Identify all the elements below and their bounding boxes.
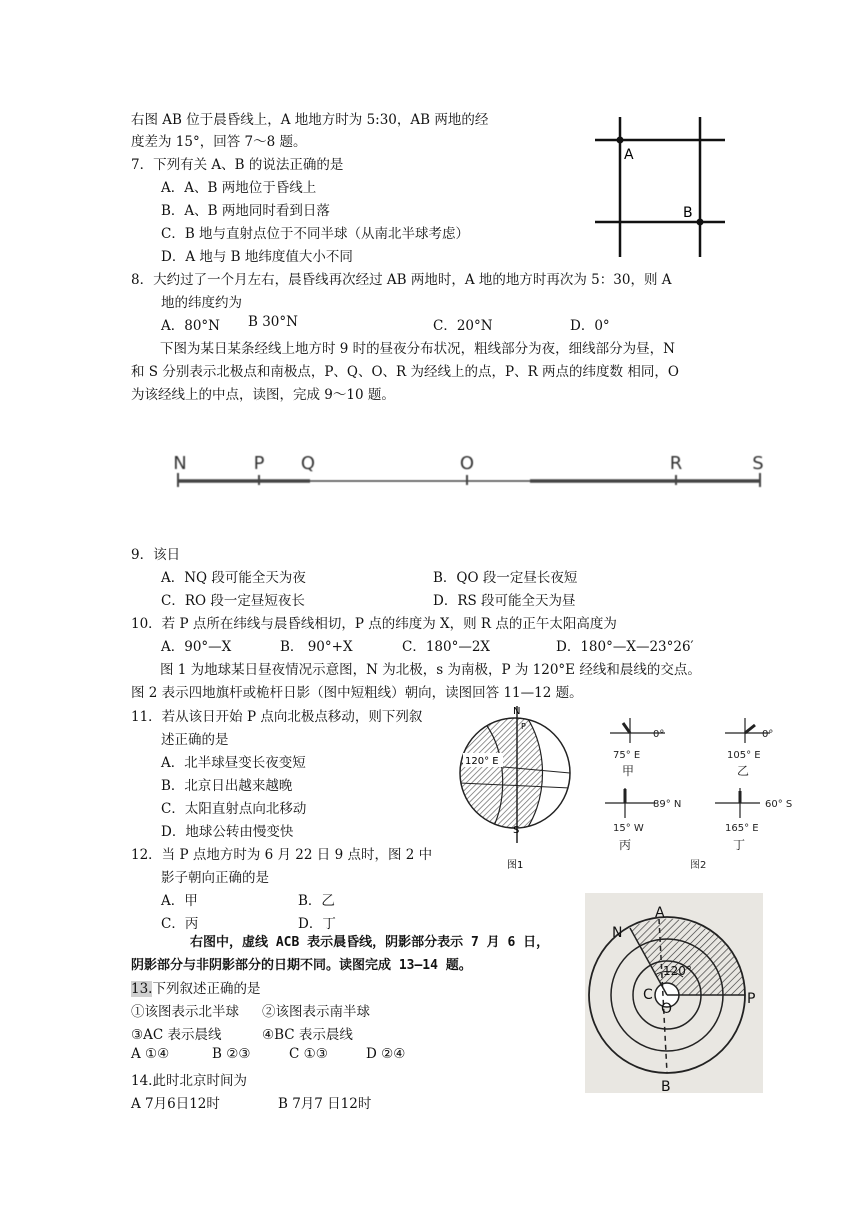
question-13-stem: 下列叙述正确的是 [152,981,261,997]
shadow-jia [623,723,630,733]
shadow-yi [745,725,755,733]
polar-label-p: P [747,991,756,1007]
question-7-option-d: D．A 地与 B 地纬度值大小不同 [161,249,353,265]
question-8-option-c: C．20°N [433,318,493,334]
intro-7-8-line1: 右图 AB 位于晨昏线上，A 地地方时为 5:30，AB 两地的经 [131,112,489,128]
meridian-label-o: O [459,453,475,474]
question-12-option-c: C．丙 [161,916,199,932]
question-10-option-b: B． 90°+X [280,639,353,655]
point-a-dot [617,137,624,144]
jia-name: 甲 [622,764,635,778]
question-13-statement-4: ④BC 表示晨线 [262,1027,353,1043]
meridian-day-night-diagram [170,445,770,495]
polar-label-a: A [655,905,665,921]
figure-1-globe [455,703,575,878]
question-13-statement-1: ①该图表示北半球 [131,1004,239,1020]
question-13-option-d: D ②④ [366,1046,406,1062]
question-9-option-d: D．RS 段可能全天为昼 [433,593,576,609]
question-12-option-b: B．乙 [298,893,335,909]
polar-label-n: N [612,925,623,941]
polar-label-b: B [661,1079,671,1095]
ding-name: 丁 [733,838,746,852]
intro-9-10-line2: 和 S 分别表示北极点和南极点，P、Q、O、R 为经线上的点，P、R 两点的纬度数 相同，O [131,364,679,380]
question-9-stem: 9．该日 [131,547,181,563]
yi-name: 乙 [737,764,750,778]
question-10-option-a: A．90°—X [161,639,232,655]
bing-longitude: 15° W [613,823,644,834]
question-12-stem-line1: 12．当 P 点地方时为 6 月 22 日 9 点时，图 2 中 [131,847,433,863]
question-8-stem-line2: 地的纬度约为 [161,295,242,311]
question-8-stem-line1: 8．大约过了一个月左右，晨昏线再次经过 AB 两地时，A 地的地方时再次为 5：30，则 A [131,272,672,288]
intro-13-14-line2: 阴影部分与非阴影部分的日期不同。读图完成 13—14 题。 [131,958,472,973]
jia-longitude: 75° E [613,750,641,761]
meridian-label-s: S [752,453,764,474]
question-9-option-b: B．QO 段一定昼长夜短 [433,570,578,586]
question-14-option-a: A 7月6日12时 [131,1096,220,1112]
question-7-stem: 7．下列有关 A、B 的说法正确的是 [131,157,344,173]
question-10-stem: 10．若 P 点所在纬线与晨昏线相切，P 点的纬度为 X，则 R 点的正午太阳高度为 [131,616,617,632]
meridian-label-r: R [669,453,683,474]
meridian-label-p: P [253,453,265,474]
question-12-option-a: A．甲 [161,893,198,909]
intro-11-12-line1: 图 1 为地球某日昼夜情况示意图，N 为北极，s 为南极，P 为 120°E 经线和晨线的交点。 [160,662,701,678]
ding-latitude: 60° S [765,799,793,810]
question-14-stem: 14.此时北京时间为 [131,1073,247,1089]
question-8-option-b: B 30°N [248,314,298,330]
polar-label-o: O [661,1001,673,1017]
question-13-option-b: B ②③ [212,1046,251,1062]
question-11-option-d: D．地球公转由慢变快 [161,824,294,840]
polar-label-c: C [643,987,653,1003]
question-13-statement-3: ③AC 表示晨线 [131,1027,222,1043]
point-p-label: P [521,722,526,731]
jia-latitude: 0° [653,729,665,740]
question-10-option-d: D．180°—X—23°26′ [556,639,694,655]
question-7-option-a: A．A、B 两地位于昏线上 [161,180,317,196]
question-10-option-c: C．180°—2X [402,639,491,655]
question-11-option-b: B．北京日出越来越晚 [161,778,293,794]
point-b-label: B [683,205,693,221]
question-8-option-a: A．80°N [161,318,220,334]
question-13-number: 13. [131,981,153,997]
question-13-statement-2: ②该图表示南半球 [262,1004,370,1020]
intro-13-14-line1: 右图中，虚线 ACB 表示晨昏线，阴影部分表示 7 月 6 日， [190,935,550,950]
point-a-label: A [624,147,634,163]
meridian-label-q: Q [300,453,316,474]
question-9-option-a: A．NQ 段可能全天为夜 [161,570,306,586]
figure-2-shadow-directions [595,713,810,878]
figure-ab-daylines [590,112,730,262]
question-7-option-b: B．A、B 两地同时看到日落 [161,203,330,219]
meridian-label-n: N [173,453,187,474]
figure-1-caption: 图1 [507,860,524,871]
question-9-option-c: C．RO 段一定昼短夜长 [161,593,305,609]
bing-name: 丙 [619,838,632,852]
question-11-option-a: A．北半球昼变长夜变短 [161,755,306,771]
question-11-stem-line1: 11．若从该日开始 P 点向北极点移动，则下列叙 [131,709,423,725]
figure-polar-view [585,893,763,1093]
north-pole-label: N [513,706,521,717]
point-b-dot [697,219,704,226]
ding-longitude: 165° E [725,823,759,834]
polar-angle-label: 120° [663,964,692,978]
intro-7-8-line2: 度差为 15°，回答 7～8 题。 [131,134,307,150]
question-13-stem-line [131,977,260,997]
longitude-120e-label: 120° E [465,756,499,767]
question-12-stem-line2: 影子朝向正确的是 [161,870,269,886]
question-11-stem-line2: 述正确的是 [161,732,229,748]
intro-9-10-line1: 下图为某日某条经线上地方时 9 时的昼夜分布状况，粗线部分为夜，细线部分为昼，N [160,341,675,357]
question-7-option-c: C．B 地与直射点位于不同半球（从南北半球考虑） [161,226,470,242]
intro-9-10-line3: 为该经线上的中点，读图，完成 9～10 题。 [131,387,395,403]
south-pole-label: S [513,825,520,836]
question-14-option-b: B 7月7 日12时 [278,1096,372,1112]
yi-latitude: 0° [762,729,774,740]
question-11-option-c: C．太阳直射点向北移动 [161,801,307,817]
figure-2-caption: 图2 [690,860,707,871]
question-13-option-c: C ①③ [289,1046,328,1062]
question-8-option-d: D．0° [570,318,610,334]
question-13-option-a: A ①④ [131,1046,170,1062]
bing-latitude: 89° N [653,799,682,810]
yi-longitude: 105° E [727,750,761,761]
intro-11-12-line2: 图 2 表示四地旗杆或桅杆日影（图中短粗线）朝向，读图回答 11—12 题。 [131,685,583,701]
question-12-option-d: D．丁 [298,916,336,932]
